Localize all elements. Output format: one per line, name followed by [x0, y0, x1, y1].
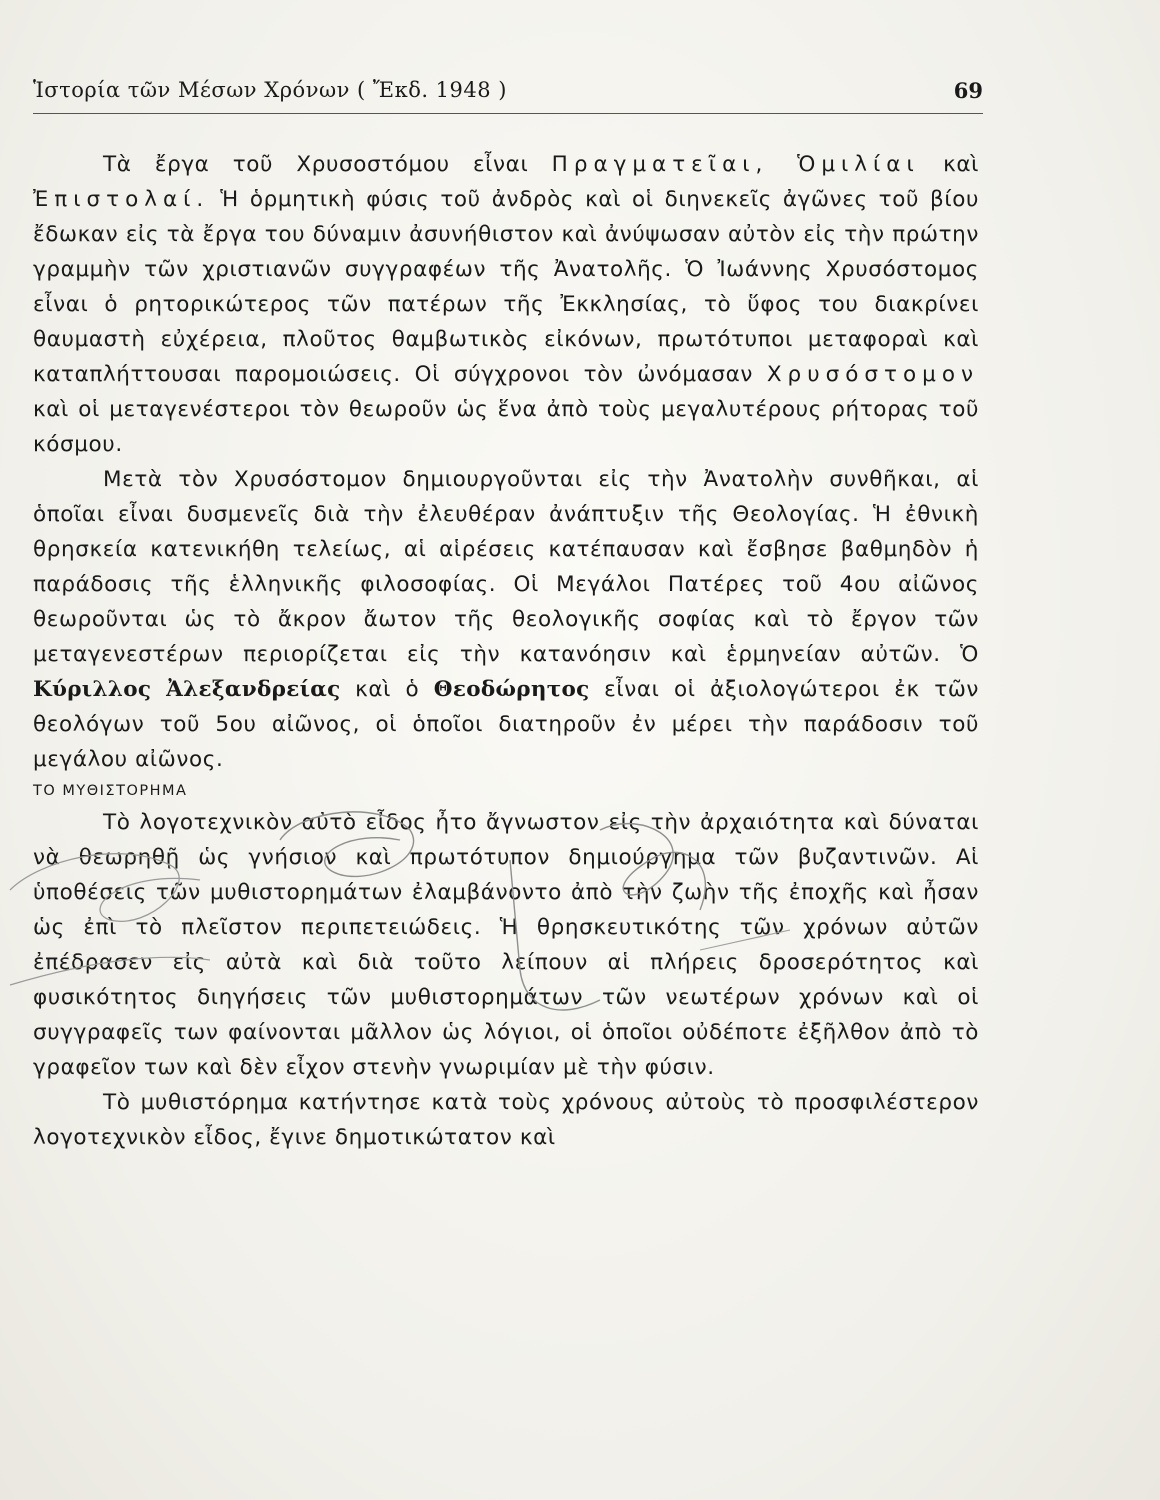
running-title: Ἱστορία τῶν Μέσων Χρόνων ( Ἔκδ. 1948 )	[33, 78, 507, 102]
paragraph-2-text-a: Μετὰ τὸν Χρυσόστομον δημιουργοῦνται εἰς τὴν Ἀνατολὴν συνθῆκαι, αἱ ὁποῖαι εἶναι δυσμενεῖς διὰ τὴν ἐλευθέραν ἀνάπτυξιν τῆς Θεολογίας. Ἡ ἐθνικὴ θρησκεία κατενικήθη τελείως, αἱ αἱρέσεις κατέπαυσαν καὶ ἔσβησε βαθμηδὸν ἡ παράδοσις τῆς ἑλληνικῆς φιλοσοφίας. Οἱ Μεγάλοι Πατέρες τοῦ 4ου αἰῶνος θεωροῦνται ὡς τὸ ἄκρον ἄωτον τῆς θεολογικῆς σοφίας καὶ τὸ ἔργον τῶν μεταγενεστέρων περιορίζεται εἰς τὴν κατανόησιν καὶ ἑρμηνείαν αὐτῶν. Ὁ	[33, 467, 979, 667]
running-header	[33, 78, 983, 108]
paragraph-1-text-d: καὶ οἱ μεταγενέστεροι τὸν θεωροῦν ὡς ἕνα ἀπὸ τοὺς μεγαλυτέρους ρήτορας τοῦ κόσμου.	[33, 397, 979, 457]
paragraph-2	[33, 462, 979, 777]
page-number: 69	[953, 78, 983, 103]
paragraph-1-text-b: καὶ	[943, 152, 979, 177]
paragraph-1-text-c: Ἡ ὁρμητικὴ φύσις τοῦ ἀνδρὸς καὶ οἱ διηνεκεῖς ἀγῶνες τοῦ βίου ἔδωκαν εἰς τὰ ἔργα του δύναμιν ἀσυνήθιστον καὶ ἀνύψωσαν αὐτὸν εἰς τὴν πρώτην γραμμὴν τῶν χριστιανῶν συγγραφέων τῆς Ἀνατολῆς. Ὁ Ἰωάννης Χρυσόστομος εἶναι ὁ ρητορικώτερος τῶν πατέρων τῆς Ἐκκλησίας, τὸ ὕφος του διακρίνει θαυμαστὴ εὐχέρεια, πλοῦτος θαμβωτικὸς εἰκόνων, πρωτότυποι μεταφοραὶ καὶ καταπλήττουσαι παρομοιώσεις. Οἱ σύγχρονοι τὸν ὠνόμασαν	[33, 187, 979, 387]
emphasis-works-treatises: Πραγματεῖαι, Ὁμιλίαι	[551, 152, 920, 177]
emphasis-chrysostom: Χρυσόστομον	[766, 362, 979, 387]
paragraph-1-text-a: Τὰ ἔργα τοῦ Χρυσοστόμου εἶναι	[103, 152, 529, 177]
paragraph-3: Τὸ λογοτεχνικὸν αὐτὸ εἶδος ἦτο ἄγνωστον εἰς τὴν ἀρχαιότητα καὶ δύναται νὰ θεωρηθῇ ὡς γνήσιον καὶ πρωτότυπον δημιούργημα τῶν βυζαντινῶν. Αἱ ὑποθέσεις τῶν μυθιστορημάτων ἐλαμβάνοντο ἀπὸ τὴν ζωὴν τῆς ἐποχῆς καὶ ἦσαν ὡς ἐπὶ τὸ πλεῖστον περιπετειώδεις. Ἡ θρησκευτικότης τῶν χρόνων αὐτῶν ἐπέδρασεν εἰς αὐτὰ καὶ διὰ τοῦτο λείπουν αἱ πλήρεις δροσερότητος καὶ φυσικότητος διηγήσεις τῶν μυθιστορημάτων τῶν νεωτέρων χρόνων καὶ οἱ συγγραφεῖς των φαίνονται μᾶλλον ὡς λόγιοι, οἱ ὁποῖοι οὐδέποτε ἐξῆλθον ἀπὸ τὸ γραφεῖον των καὶ δὲν εἶχον στενὴν γνωριμίαν μὲ τὴν φύσιν.	[33, 810, 979, 1080]
paragraph-4: Τὸ μυθιστόρημα κατήντησε κατὰ τοὺς χρόνους αὐτοὺς τὸ προσφιλέστερον λογοτεχνικὸν εἶδος, ἔγινε δημοτικώτατον καὶ	[33, 1090, 979, 1150]
paragraph-2-text-b: καὶ ὁ	[355, 677, 420, 702]
header-rule	[33, 113, 983, 114]
paragraph-2-text-c: εἶναι οἱ ἀξιολογώτεροι ἐκ τῶν θεολόγων τοῦ 5ου αἰῶνος, οἱ ὁποῖοι διατηροῦν ἐν μέρει τὴν παράδοσιν τοῦ μεγάλου αἰῶνος.	[33, 677, 980, 772]
name-theodoret: Θεοδώρητος	[433, 677, 590, 702]
body-text	[33, 147, 979, 1155]
emphasis-letters: Ἐπιστολαί.	[33, 187, 210, 212]
section-heading: ΤΟ ΜΥΘΙΣΤΟΡΗΜΑ	[33, 783, 188, 799]
name-cyril: Κύριλλος Ἀλεξανδρείας	[33, 677, 341, 702]
paragraph-1	[33, 147, 979, 462]
